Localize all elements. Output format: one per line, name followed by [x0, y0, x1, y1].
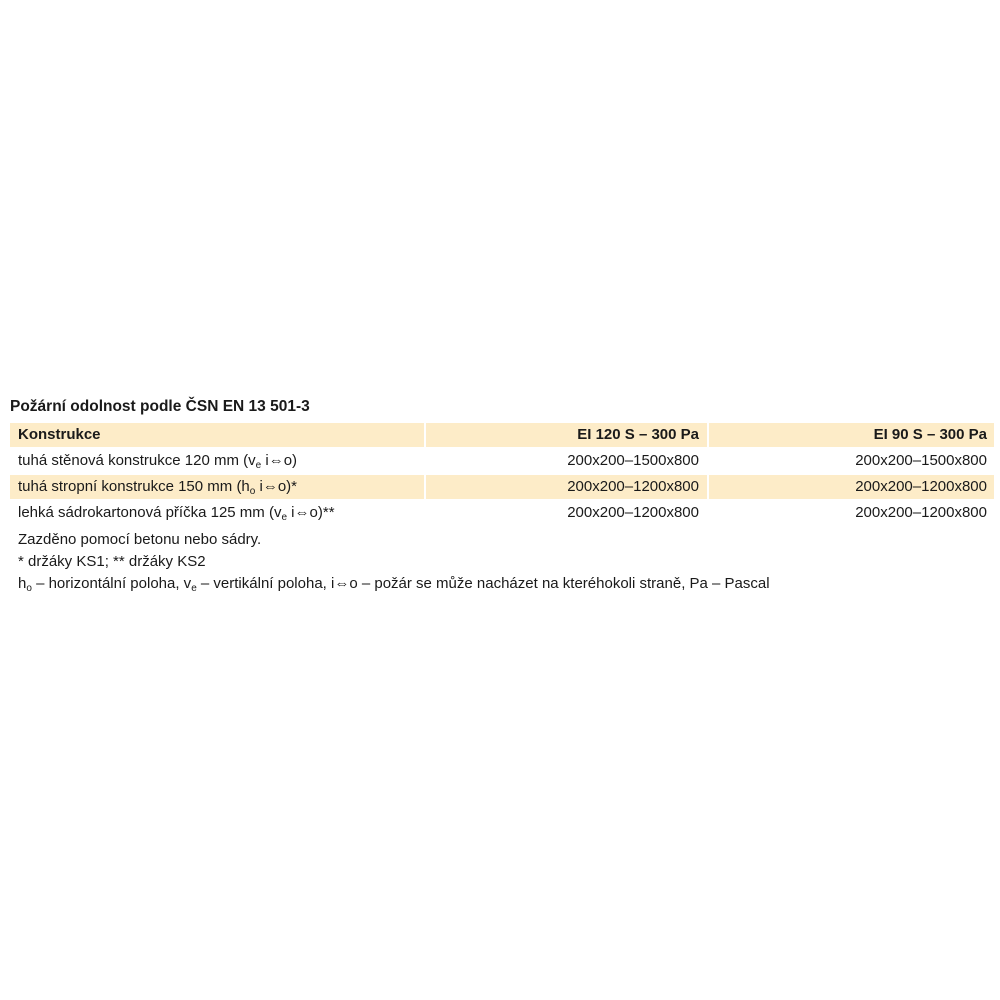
- note-mounting: Zazděno pomocí betonu nebo sádry.: [18, 531, 262, 548]
- header-ei90: EI 90 S – 300 Pa: [709, 423, 994, 447]
- row-label: tuhá stěnová konstrukce 120 mm ($v_e$ i⇔o): [18, 452, 298, 471]
- row-value-ei90: 200x200–1200x800: [855, 504, 987, 521]
- table-row: [10, 501, 994, 525]
- note-legend: $h_o$ – horizontální poloha, $v_e$ – vertikální poloha, i⇔o – požár se může nacházet na kteréhokoli straně, Pa – Pascal: [18, 575, 770, 594]
- row-value-ei120: 200x200–1200x800: [567, 504, 699, 521]
- row-label: lehká sádrokartonová příčka 125 mm ($v_e$ i⇔o)**: [18, 504, 335, 523]
- row-value-ei120: 200x200–1500x800: [567, 452, 699, 469]
- table-header-row: [10, 423, 994, 447]
- table-title: Požární odolnost podle ČSN EN 13 501-3: [10, 398, 310, 415]
- table-row: [10, 449, 994, 473]
- header-ei120: EI 120 S – 300 Pa: [426, 423, 707, 447]
- row-value-ei90: 200x200–1200x800: [709, 475, 994, 499]
- row-value-ei90: 200x200–1500x800: [855, 452, 987, 469]
- table-row: [10, 475, 994, 499]
- header-konstrukce: Konstrukce: [10, 423, 424, 447]
- note-brackets: * držáky KS1; ** držáky KS2: [18, 553, 206, 570]
- row-label: tuhá stropní konstrukce 150 mm ($h_o$ i⇔o)*: [10, 475, 424, 499]
- row-value-ei120: 200x200–1200x800: [426, 475, 707, 499]
